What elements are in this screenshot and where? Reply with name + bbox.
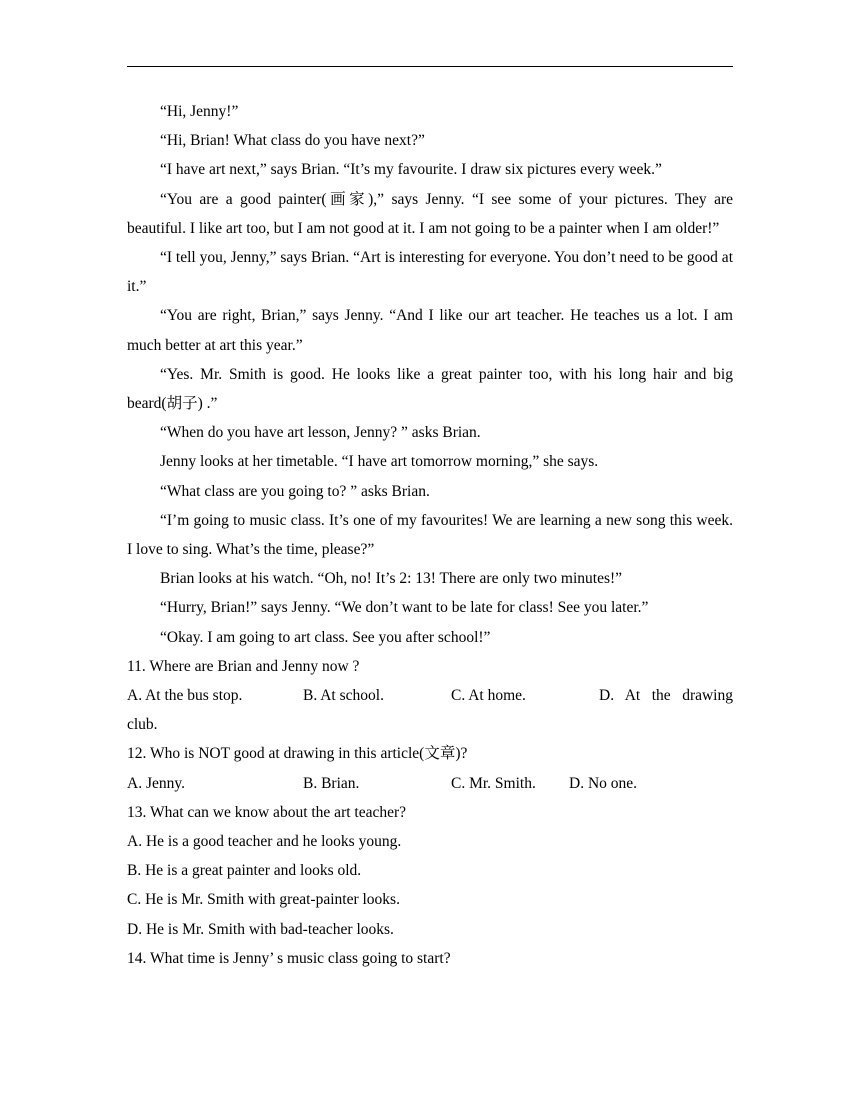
option-a: A. Jenny. [127,774,185,792]
passage-paragraph: “You are right, Brian,” says Jenny. “And I like our art teacher. He teaches us a lot. I am much better at art this year.” [127,307,733,354]
question-14 [127,944,733,973]
option-c: C. At home. [451,687,526,705]
passage-paragraph: “Okay. I am going to art class. See you after school!” [160,628,491,646]
option-c: C. Mr. Smith. [451,774,536,792]
passage-paragraph: Jenny looks at her timetable. “I have art tomorrow morning,” she says. [160,453,599,471]
header-rule [127,66,733,67]
question-11 [127,652,733,740]
passage-paragraph: “You are a good painter(画家),” says Jenny. “I see some of your pictures. They are beautiful. I like art too, but I am not good at it. I am not going to be a painter when I am older!” [127,190,733,237]
option-b: B. Brian. [303,774,360,792]
question-13 [127,798,733,944]
question-stem: 14. What time is Jenny’ s music class going to start? [127,949,451,967]
option-c: C. He is Mr. Smith with great-painter looks. [127,891,400,909]
option-d: D. No one. [569,774,638,792]
question-stem: 11. Where are Brian and Jenny now ? [127,657,360,675]
passage-paragraph: “When do you have art lesson, Jenny? ” asks Brian. [160,424,481,442]
option-row [127,681,733,710]
passage-paragraph: “What class are you going to? ” asks Brian. [160,482,430,500]
question-12 [127,739,733,797]
option-b: B. At school. [303,687,384,705]
option-a: A. At the bus stop. [127,687,243,705]
passage-paragraph: “I’m going to music class. It’s one of my favourites! We are learning a new song this week. I love to sing. What’s the time, please?” [127,511,733,559]
option-a: A. He is a good teacher and he looks young. [127,833,402,851]
passage-paragraph: “Hi, Jenny!” [160,103,239,120]
option-d-continued: club. [127,716,158,734]
option-d: D. He is Mr. Smith with bad-teacher looks. [127,920,394,938]
passage-paragraph: “I have art next,” says Brian. “It’s my favourite. I draw six pictures every week.” [160,161,662,179]
option-row [127,769,733,798]
passage-paragraph: “I tell you, Jenny,” says Brian. “Art is interesting for everyone. You don’t need to be good at it.” [127,249,733,296]
passage-paragraph: “Hi, Brian! What class do you have next?” [160,132,425,150]
reading-passage [127,97,733,652]
page-content [127,97,733,973]
option-d: D. At the drawing [599,687,733,705]
passage-paragraph: “Yes. Mr. Smith is good. He looks like a great painter too, with his long hair and big beard(胡子) .” [127,365,733,413]
option-b: B. He is a great painter and looks old. [127,862,362,880]
question-stem: 12. Who is NOT good at drawing in this article(文章)? [127,745,468,763]
question-stem: 13. What can we know about the art teacher? [127,803,407,821]
passage-paragraph: Brian looks at his watch. “Oh, no! It’s 2: 13! There are only two minutes!” [160,570,623,588]
passage-paragraph: “Hurry, Brian!” says Jenny. “We don’t want to be late for class! See you later.” [160,599,649,617]
